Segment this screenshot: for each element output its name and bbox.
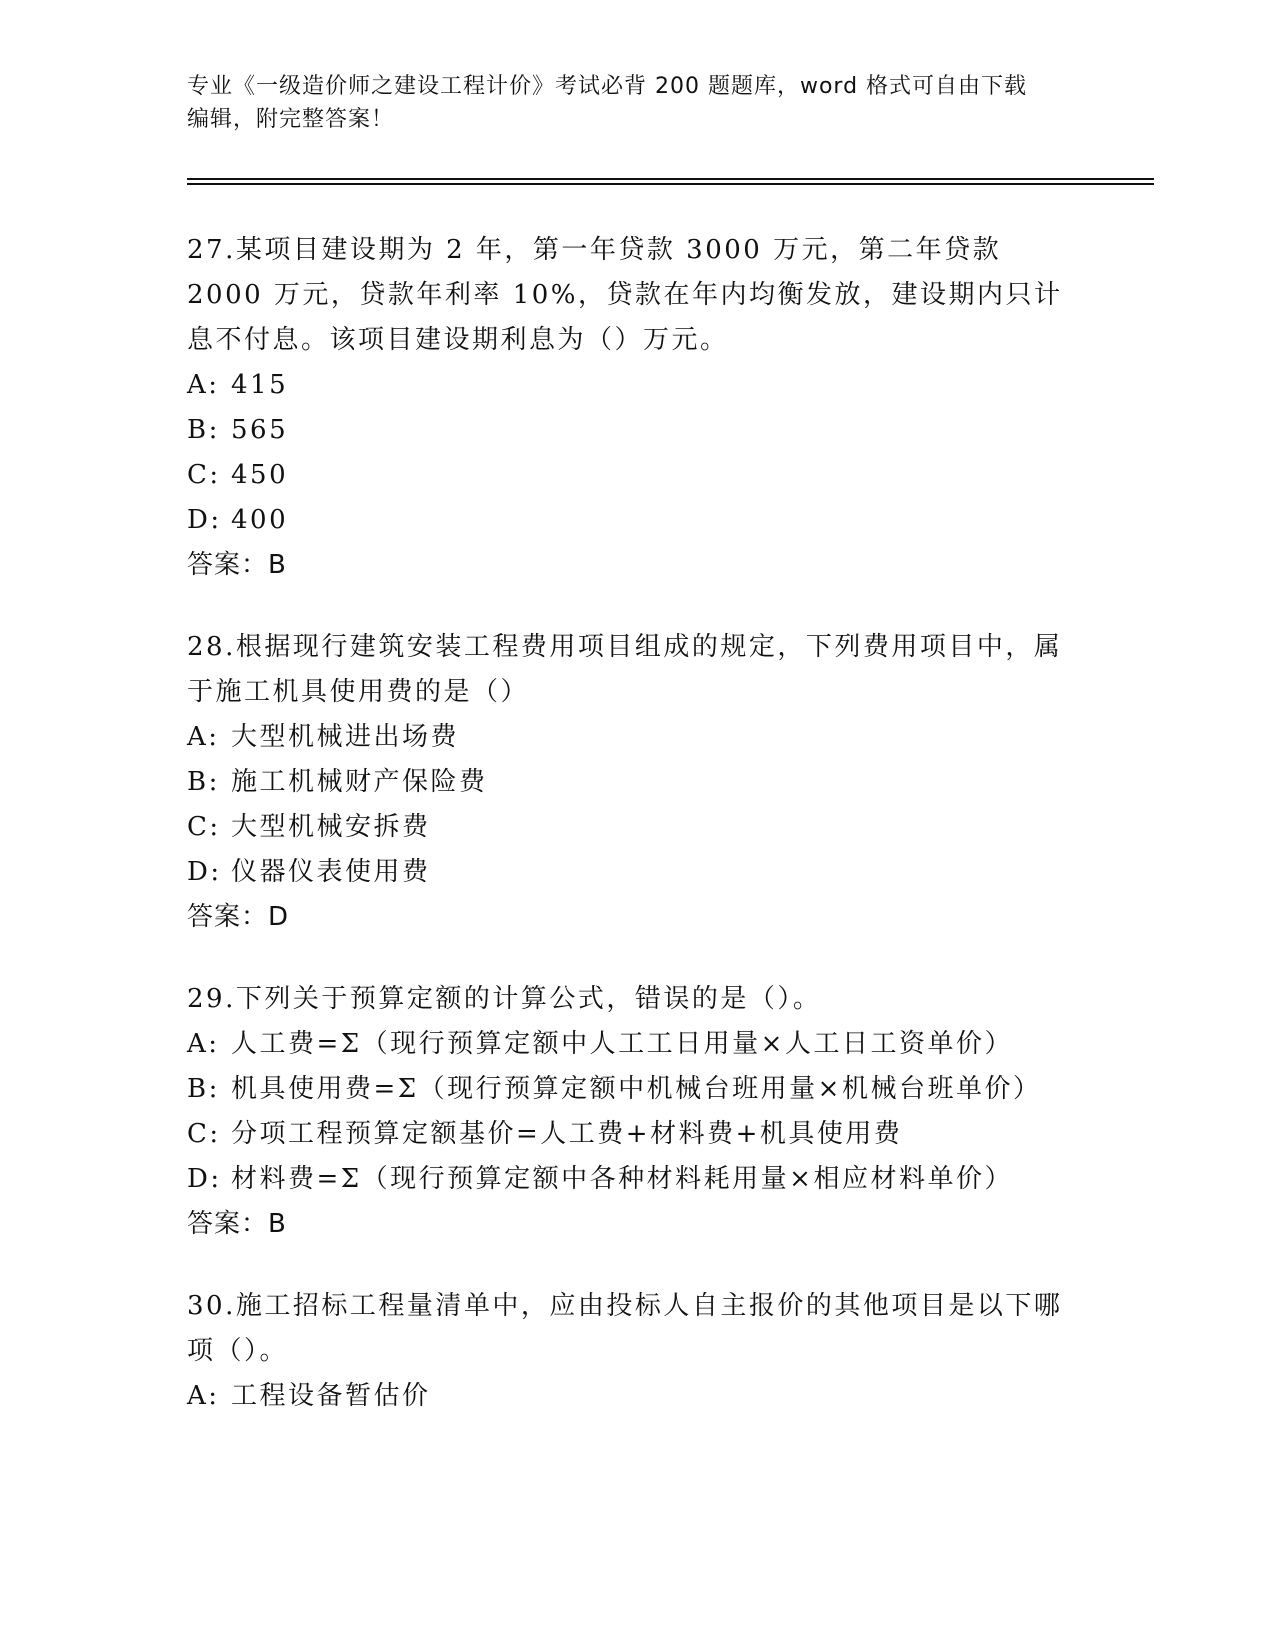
option-text: 工程设备暂估价 [231, 1381, 431, 1411]
header-line-1: 专业《一级造价师之建设工程计价》考试必背 200 题题库，word 格式可自由下载 [187, 74, 1028, 99]
question-29 [187, 977, 1067, 1247]
question-30 [187, 1284, 1067, 1419]
option-key: C: [187, 812, 221, 842]
option-a [187, 1374, 1067, 1419]
document-header [187, 70, 1087, 136]
option-a [187, 363, 1067, 408]
option-text: 机具使用费=Σ（现行预算定额中机械台班用量×机械台班单价） [231, 1074, 1042, 1104]
option-d [187, 850, 1067, 895]
question-stem: 28.根据现行建筑安装工程费用项目组成的规定，下列费用项目中，属于施工机具使用费的是（） [187, 632, 1063, 707]
question-stem: 30.施工招标工程量清单中，应由投标人自主报价的其他项目是以下哪项（）。 [187, 1291, 1063, 1366]
option-key: A: [187, 722, 220, 752]
answer: 答案：D [187, 902, 290, 932]
option-key: B: [187, 767, 220, 797]
option-c [187, 1112, 1067, 1157]
answer: 答案：B [187, 550, 287, 580]
option-key: A: [187, 1029, 220, 1059]
option-key: D: [187, 1164, 222, 1194]
option-key: A: [187, 1381, 220, 1411]
option-text: 565 [231, 415, 289, 445]
option-d [187, 498, 1067, 543]
option-key: D: [187, 505, 222, 535]
question-28 [187, 625, 1067, 940]
option-text: 450 [231, 460, 289, 490]
option-text: 大型机械安拆费 [231, 812, 431, 842]
option-key: C: [187, 1119, 221, 1149]
option-text: 施工机械财产保险费 [231, 767, 488, 797]
option-key: B: [187, 1074, 220, 1104]
question-list [187, 228, 1067, 1456]
question-27 [187, 228, 1067, 588]
option-d [187, 1157, 1067, 1202]
option-text: 分项工程预算定额基价=人工费+材料费+机具使用费 [231, 1119, 903, 1149]
option-text: 仪器仪表使用费 [231, 857, 431, 887]
option-a [187, 1022, 1067, 1067]
option-c [187, 805, 1067, 850]
option-key: B: [187, 415, 220, 445]
option-a [187, 715, 1067, 760]
option-key: D: [187, 857, 222, 887]
option-b [187, 760, 1067, 805]
option-b [187, 408, 1067, 453]
option-text: 人工费=Σ（现行预算定额中人工工日用量×人工日工资单价） [231, 1029, 1013, 1059]
option-text: 415 [231, 370, 289, 400]
option-text: 材料费=Σ（现行预算定额中各种材料耗用量×相应材料单价） [231, 1164, 1013, 1194]
option-text: 大型机械进出场费 [231, 722, 460, 752]
option-key: A: [187, 370, 220, 400]
option-text: 400 [231, 505, 289, 535]
question-stem: 27.某项目建设期为 2 年，第一年贷款 3000 万元，第二年贷款 2000 万元，贷款年利率 10%，贷款在年内均衡发放，建设期内只计息不付息。该项目建设期利息为（）万元。 [187, 235, 1063, 355]
question-stem: 29.下列关于预算定额的计算公式，错误的是（）。 [187, 984, 822, 1014]
option-b [187, 1067, 1067, 1112]
header-rule-bottom [187, 183, 1154, 185]
header-rule-top [187, 178, 1154, 180]
option-key: C: [187, 460, 221, 490]
header-line-2: 编辑，附完整答案！ [187, 107, 395, 132]
answer: 答案：B [187, 1209, 287, 1239]
option-c [187, 453, 1067, 498]
